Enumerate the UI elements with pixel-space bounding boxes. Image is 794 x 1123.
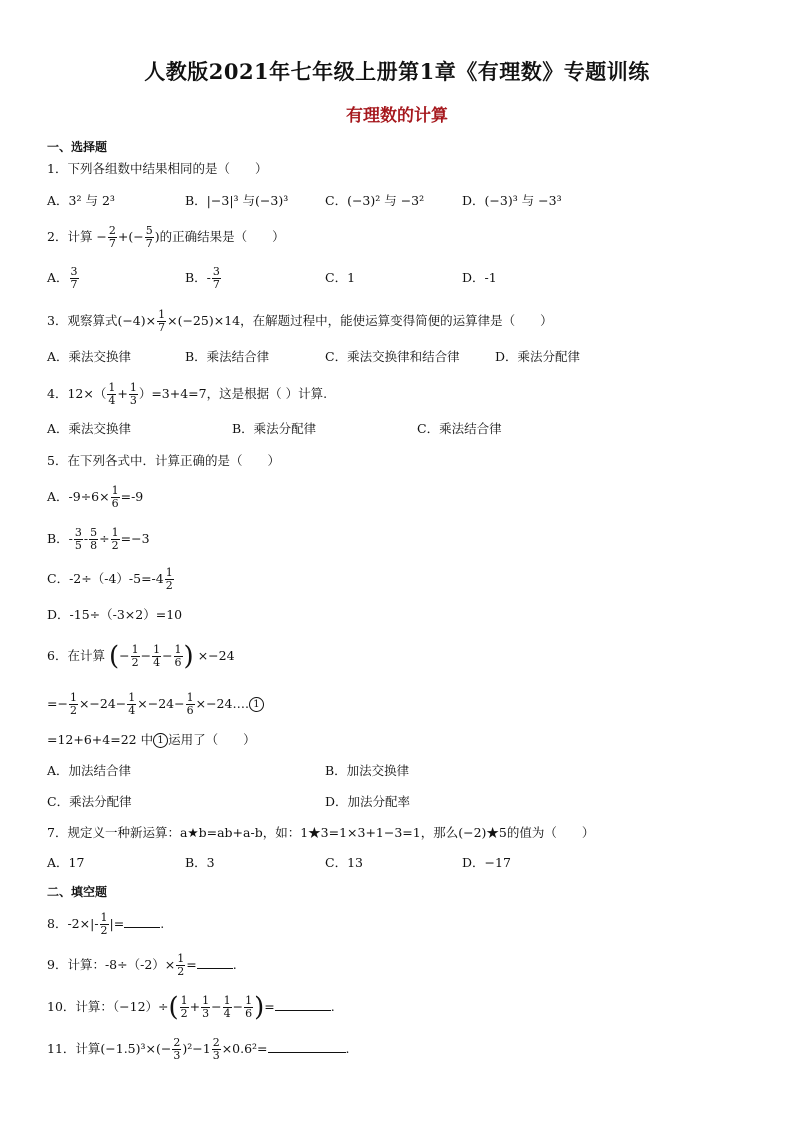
fraction: $\frac{5}{7}$ [145,224,153,250]
circled-number: 1 [249,697,264,712]
q7-option-b: B．3 [185,855,215,870]
question-5-stem: 5．在下列各式中．计算正确的是（ ） [47,453,280,468]
answer-blank[interactable] [197,968,233,969]
q4-option-b: B．乘法分配律 [232,421,317,436]
answer-blank[interactable] [124,927,160,928]
section-choice-heading: 一、选择题 [47,140,108,154]
q5-option-b: B．- $\frac{3}{5}$ - $\frac{5}{8}$ ÷ $\frac{1}{2}$ =−3 [47,526,150,552]
answer-blank[interactable] [268,1052,346,1053]
question-1-stem: 1．下列各组数中结果相同的是（ ） [47,161,268,176]
question-11: 11．计算(−1.5)³×(− $\frac{2}{3}$ )²−1 $\frac{2}{3}$ ×0.6²= . [47,1036,350,1062]
question-3-stem: 3．观察算式(−4)× $\frac{1}{7}$ ×(−25)×14，在解题过程中，能使运算变得简便的运算律是（ ） [47,308,553,334]
question-6-step-2: =12+6+4=22 中 1 运用了（ ） [47,732,256,747]
q7-option-d: D．−17 [462,855,511,870]
page-subtitle: 有理数的计算 [346,106,448,126]
fraction: $\frac{2}{7}$ [108,224,116,250]
page-title: 人教版2021年七年级上册第1章《有理数》专题训练 [144,59,650,84]
q6-option-d: D．加法分配率 [325,794,411,809]
q3-option-b: B．乘法结合律 [185,349,270,364]
q1-option-c: C．(−3)² 与 −3² [325,193,425,208]
q7-option-a: A．17 [47,855,85,870]
q1-option-a: A．3² 与 2³ [47,193,115,208]
circled-number: 1 [153,733,168,748]
section-fill-heading: 二、填空题 [47,885,108,899]
q1-option-b: B．|−3|³ 与(−3)³ [185,193,289,208]
q6-option-c: C．乘法分配律 [47,794,132,809]
q5-option-d: D．-15÷（-3×2）=10 [47,607,183,622]
fraction: $\frac{1}{4}$ [108,381,116,407]
fraction: $\frac{1}{3}$ [129,381,137,407]
q2-option-d: D．-1 [462,270,497,285]
q5-option-a: A．-9÷6× $\frac{1}{6}$ =-9 [47,484,144,510]
answer-blank[interactable] [275,1010,331,1011]
q4-option-c: C．乘法结合律 [417,421,502,436]
q6-option-b: B．加法交换律 [325,763,410,778]
q4-option-a: A．乘法交换律 [47,421,132,436]
q3-option-a: A．乘法交换律 [47,349,132,364]
question-6-stem: 6．在计算 (− $\frac{1}{2}$ − $\frac{1}{4}$ − $\frac{1}{6}$ ) ×−24 [47,641,235,672]
q3-option-c: C．乘法交换律和结合律 [325,349,460,364]
question-7-stem: 7．规定义一种新运算：a★b=ab+a-b，如：1★3=1×3+1−3=1，那么(−2)★5的值为（ ） [47,825,595,840]
question-4-stem: 4．12×（ $\frac{1}{4}$ + $\frac{1}{3}$ ）=3+4=7，这是根据（ ）计算. [47,381,328,407]
fraction: $\frac{1}{7}$ [158,308,166,334]
q1-option-d: D．(−3)³ 与 −3³ [462,193,562,208]
q2-option-c: C．1 [325,270,356,285]
question-8: 8．-2×|- $\frac{1}{2}$ |= . [47,911,165,937]
q7-option-c: C．13 [325,855,363,870]
q2-option-a: A． $\frac{3}{7}$ [47,265,78,291]
question-10: 10．计算：（−12）÷( $\frac{1}{2}$ + $\frac{1}{3}$ − $\frac{1}{4}$ − $\frac{1}{6}$ )= . [47,992,335,1023]
q5-option-c: C．-2÷（-4）-5=-4 $\frac{1}{2}$ [47,566,173,592]
question-6-step-1: =− $\frac{1}{2}$ ×−24− $\frac{1}{4}$ ×−24− $\frac{1}{6}$ ×−24…. 1 [47,692,264,717]
q2-option-b: B．- $\frac{3}{7}$ [185,265,220,291]
question-2-stem: 2．计算 − $\frac{2}{7}$ +(− $\frac{5}{7}$ )的正确结果是（ ） [47,224,285,250]
question-9: 9．计算：-8÷（-2）× $\frac{1}{2}$ = . [47,952,237,978]
q6-option-a: A．加法结合律 [47,763,132,778]
q3-option-d: D．乘法分配律 [495,349,581,364]
